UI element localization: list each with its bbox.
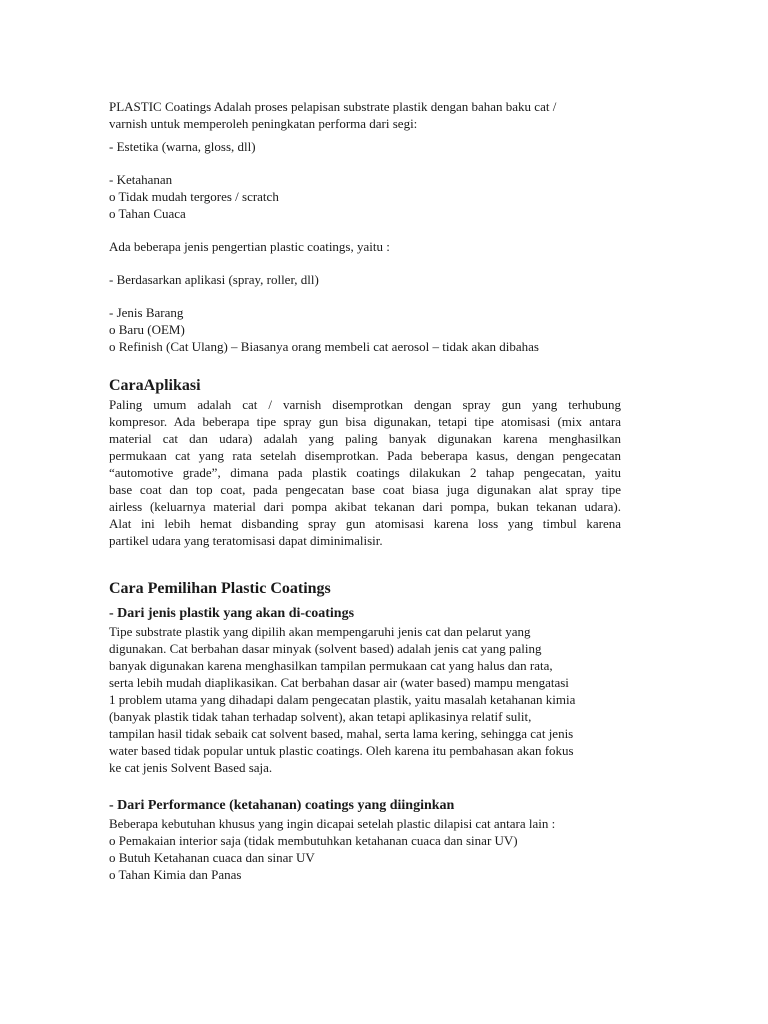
sub-bullet: o Pemakaian interior saja (tidak membutuhkan ketahanan cuaca dan sinar UV) — [109, 833, 518, 848]
paragraph-line: tampilan hasil tidak sebaik cat solvent based, mahal, serta lama kering, sehingga cat jenis — [109, 726, 574, 741]
subheading-jenis-plastik: - Dari jenis plastik yang akan di-coatings — [109, 606, 355, 621]
paragraph-line: Beberapa kebutuhan khusus yang ingin dicapai setelah plastic dilapisi cat antara lain : — [109, 816, 556, 831]
sub-bullet: o Refinish (Cat Ulang) – Biasanya orang membeli cat aerosol – tidak akan dibahas — [109, 339, 539, 354]
paragraph-line: airless (keluarnya material dari pompa akibat tekanan dari pompa, bukan tekanan udara). — [109, 499, 621, 514]
paragraph-line: “automotive grade”, dimana pada plastik coatings dilakukan 2 tahap pengecatan, yaitu — [109, 465, 621, 480]
bullet-jenis-barang: - Jenis Barang — [109, 305, 184, 320]
bullet-aplikasi: - Berdasarkan aplikasi (spray, roller, dll) — [109, 272, 319, 287]
paragraph-line: permukaan cat yang rata setelah disemprotkan. Pada beberapa kasus, dengan pengecatan — [109, 448, 621, 463]
paragraph-line: 1 problem utama yang dihadapi dalam pengecatan plastik, yaitu masalah ketahanan kimia — [109, 692, 576, 707]
sub-bullet: o Tahan Kimia dan Panas — [109, 867, 242, 882]
paragraph-line: (banyak plastik tidak tahan terhadap solvent), akan tetapi aplikasinya relatif sulit, — [109, 709, 532, 724]
paragraph-line: serta lebih mudah diaplikasikan. Cat berbahan dasar air (water based) mampu mengatasi — [109, 675, 569, 690]
paragraph-line: Tipe substrate plastik yang dipilih akan mempengaruhi jenis cat dan pelarut yang — [109, 624, 531, 639]
paragraph-line: water based tidak popular untuk plastic coatings. Oleh karena itu pembahasan akan fokus — [109, 743, 574, 758]
intro-line-1: PLASTIC Coatings Adalah proses pelapisan substrate plastik dengan bahan baku cat / — [109, 99, 557, 114]
bullet-ketahanan: - Ketahanan — [109, 172, 173, 187]
paragraph-line: partikel udara yang teratomisasi dapat diminimalisir. — [109, 533, 383, 548]
section-heading-cara-aplikasi: CaraAplikasi — [109, 377, 201, 394]
paragraph-line: banyak digunakan karena menghasilkan tampilan permukaan cat yang halus dan rata, — [109, 658, 553, 673]
paragraph-line: ke cat jenis Solvent Based saja. — [109, 760, 273, 775]
bullet-estetika: - Estetika (warna, gloss, dll) — [109, 139, 256, 154]
section-heading-pemilihan: Cara Pemilihan Plastic Coatings — [109, 580, 331, 597]
jenis-intro: Ada beberapa jenis pengertian plastic coatings, yaitu : — [109, 239, 390, 254]
document-page — [109, 98, 621, 883]
intro-line-2: varnish untuk memperoleh peningkatan performa dari segi: — [109, 116, 418, 131]
paragraph-line: material cat dan udara) adalah yang paling banyak digunakan karena menghasilkan — [109, 431, 621, 446]
paragraph-line: base coat dan top coat, pada pengecatan base coat biasa juga digunakan alat spray tipe — [109, 482, 621, 497]
paragraph-line: digunakan. Cat berbahan dasar minyak (solvent based) adalah jenis cat yang paling — [109, 641, 542, 656]
paragraph-line: Alat ini lebih hemat disbanding spray gun atomisasi karena loss yang timbul karena — [109, 516, 621, 531]
subheading-performance: - Dari Performance (ketahanan) coatings yang diinginkan — [109, 798, 455, 813]
paragraph-line: kompresor. Ada beberapa tipe spray gun bisa digunakan, tetapi tipe atomisasi (mix antara — [109, 414, 621, 429]
sub-bullet: o Tahan Cuaca — [109, 206, 186, 221]
sub-bullet: o Butuh Ketahanan cuaca dan sinar UV — [109, 850, 315, 865]
paragraph-line: Paling umum adalah cat / varnish disemprotkan dengan spray gun yang terhubung — [109, 397, 621, 412]
sub-bullet: o Tidak mudah tergores / scratch — [109, 189, 279, 204]
sub-bullet: o Baru (OEM) — [109, 322, 185, 337]
